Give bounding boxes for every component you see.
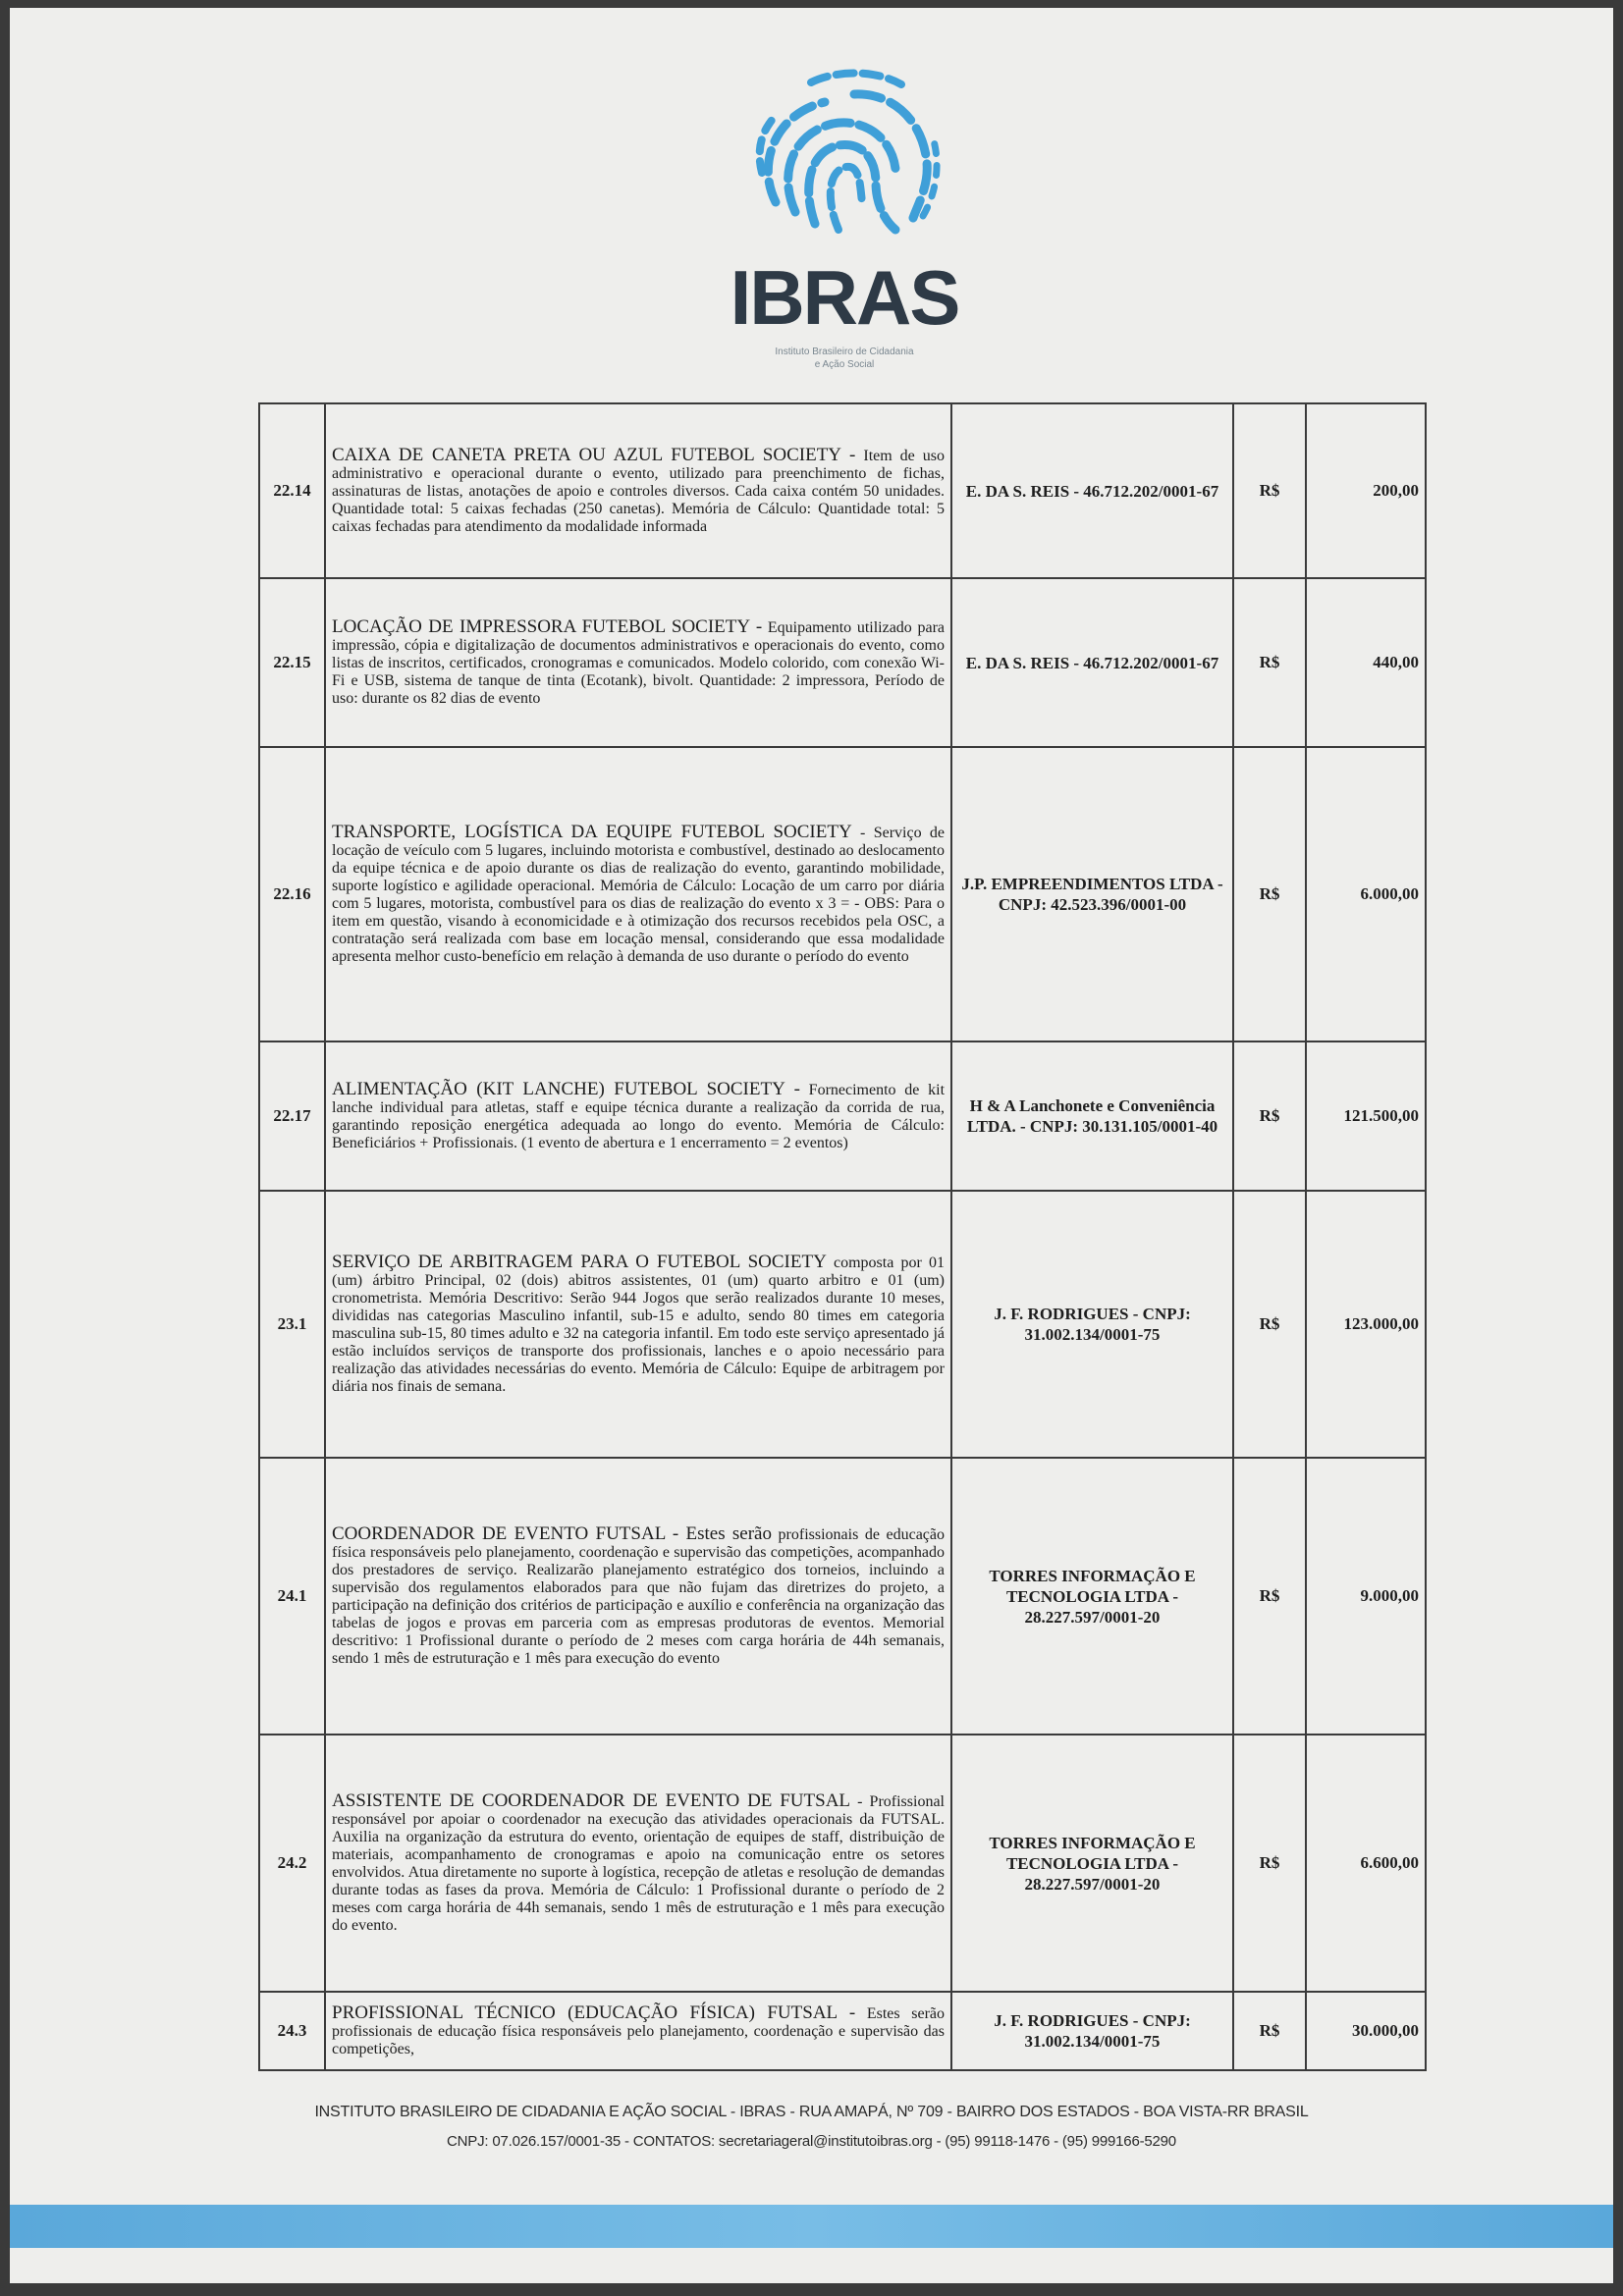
item-body: - Serviço de locação de veículo com 5 lugares, incluindo motorista e combustível, destinado ao deslocamento da equipe técnica e de apoio durante os dias de realização do evento, garantindo mobilidade, suporte logístico e agilidade operacional. Memória de Cálculo: Locação de um carro por diária com 5 lugares, motorista, combustível para os dias de realização do evento x 3 = - OBS: Para o item em questão, visando à economicidade e à otimização dos recursos recebidos pela OSC, a contratação será realizada com base em locação mensal, considerando que essa modalidade apresenta melhor custo-benefício em relação à demanda de uso durante o período do evento [332,824,946,965]
item-title: ALIMENTAÇÃO (KIT LANCHE) FUTEBOL SOCIETY - [332,1078,800,1099]
item-description [325,747,951,1041]
item-title: ASSISTENTE DE COORDENADOR DE EVENTO DE FUTSAL [332,1789,851,1811]
table-row [259,747,1426,1041]
item-title: SERVIÇO DE ARBITRAGEM PARA O FUTEBOL SOCIETY [332,1251,827,1272]
item-number: 22.14 [259,403,325,578]
footer-address: INSTITUTO BRASILEIRO DE CIDADANIA E AÇÃO SOCIAL - IBRAS - RUA AMAPÁ, Nº 709 - BAIRRO DOS ESTADOS - BOA VISTA-RR BRASIL [314,2104,1309,2120]
item-currency: R$ [1233,1458,1306,1735]
item-description [325,1735,951,1992]
item-title: LOCAÇÃO DE IMPRESSORA FUTEBOL SOCIETY - [332,615,763,637]
item-description [325,1191,951,1458]
item-amount: 9.000,00 [1306,1458,1426,1735]
table-row [259,1041,1426,1191]
item-supplier: TORRES INFORMAÇÃO E TECNOLOGIA LTDA - 28.227.597/0001-20 [951,1735,1233,1992]
item-body: - Profissional responsável por apoiar o coordenador na execução das atividades operacionais da FUTSAL. Auxilia na organização da estrutura do evento, orientação de equipes de staff, distribuição de materiais, acompanhamento de cronogramas e apoio na comunicação entre os setores envolvidos. Atua diretamente no suporte à logística, recepção de atletas e resolução de demandas durante todas as fases da prova. Memória de Cálculo: 1 Profissional durante o período de 2 meses com carga horária de 44h semanais, sendo 1 mês de estruturação e 1 mês para execução do evento. [332,1792,945,1934]
item-currency: R$ [1233,1735,1306,1992]
table-row [259,1992,1426,2070]
item-amount: 6.600,00 [1306,1735,1426,1992]
budget-items-table [258,402,1427,2071]
item-body: Item de uso administrativo e operacional durante o evento, utilizado para preenchimento de fichas, assinaturas de listas, anotações de apoio e controles diversos. Cada caixa contém 50 unidades. Quantidade total: 5 caixas fechadas (250 canetas). Memória de Cálculo: Quantidade total: 5 caixas fechadas para atendimento da modalidade informada [332,447,945,535]
item-title: TRANSPORTE, LOGÍSTICA DA EQUIPE FUTEBOL SOCIETY [332,821,852,842]
item-title: COORDENADOR DE EVENTO FUTSAL - Estes serão [332,1522,772,1544]
table-row [259,578,1426,747]
item-amount: 440,00 [1306,578,1426,747]
bottom-decorative-bar [10,2205,1613,2248]
logo-wordmark: IBRAS [730,254,959,341]
item-supplier: TORRES INFORMAÇÃO E TECNOLOGIA LTDA - 28.227.597/0001-20 [951,1458,1233,1735]
fingerprint-icon [717,55,972,261]
logo-tagline-line2: e Ação Social [814,359,875,370]
item-description [325,1992,951,2070]
item-currency: R$ [1233,1041,1306,1191]
item-description [325,578,951,747]
item-title: CAIXA DE CANETA PRETA OU AZUL FUTEBOL SOCIETY - [332,444,856,465]
item-description [325,1041,951,1191]
item-number: 22.15 [259,578,325,747]
item-supplier: J. F. RODRIGUES - CNPJ: 31.002.134/0001-75 [951,1191,1233,1458]
document-page [10,8,1613,2283]
item-supplier: J.P. EMPREENDIMENTOS LTDA - CNPJ: 42.523.396/0001-00 [951,747,1233,1041]
item-body: Equipamento utilizado para impressão, cópia e digitalização de documentos administrativos e operacionais do evento, como listas de inscritos, certificados, cronogramas e comunicados. Modelo colorido, com conexão Wi-Fi e USB, sistema de tanque de tinta (Ecotank), bivolt. Quantidade: 2 impressora, Período de uso: durante os 82 dias de evento [332,618,946,707]
item-number: 24.2 [259,1735,325,1992]
item-currency: R$ [1233,1992,1306,2070]
item-currency: R$ [1233,1191,1306,1458]
table-row [259,1735,1426,1992]
footer-contacts: CNPJ: 07.026.157/0001-35 - CONTATOS: secretariageral@institutoibras.org - (95) 99118-1476 - (95) 999166-5290 [447,2133,1176,2150]
item-supplier: H & A Lanchonete e Conveniência LTDA. - CNPJ: 30.131.105/0001-40 [951,1041,1233,1191]
item-amount: 200,00 [1306,403,1426,578]
item-body: Fornecimento de kit lanche individual para atletas, staff e equipe técnica durante a realização da corrida de rua, garantindo reposição energética adequada ao longo do evento. Memória de Cálculo: Beneficiários + Profissionais. (1 evento de abertura e 1 encerramento = 2 eventos) [332,1081,946,1151]
item-supplier: E. DA S. REIS - 46.712.202/0001-67 [951,403,1233,578]
page-footer [10,2104,1613,2150]
item-number: 22.17 [259,1041,325,1191]
table-row [259,1191,1426,1458]
item-body: Estes serão profissionais de educação física responsáveis pelo planejamento, coordenação e supervisão das competições, [332,2004,946,2057]
item-amount: 6.000,00 [1306,747,1426,1041]
table-row [259,403,1426,578]
item-supplier: J. F. RODRIGUES - CNPJ: 31.002.134/0001-75 [951,1992,1233,2070]
items-table-body [259,403,1426,2070]
item-number: 24.1 [259,1458,325,1735]
logo-tagline-line1: Instituto Brasileiro de Cidadania [775,347,914,357]
item-currency: R$ [1233,403,1306,578]
item-currency: R$ [1233,747,1306,1041]
item-number: 24.3 [259,1992,325,2070]
item-body: profissionais de educação física responsáveis pelo planejamento, coordenação e supervisão das competições, acompanhado dos prestadores de serviço. Realizarão planejamento estratégico dos torneios, incluindo a supervisão dos regulamentos elaborados para que não fujam das diretrizes do projeto, a participação na definição dos critérios de participação e auxílio e conferência na organização das tabelas de jogos e provas em parceria com as empresas produtoras de eventos. Memorial descritivo: 1 Profissional durante o período de 2 meses com carga horária de 44h semanais, sendo 1 mês de estruturação e 1 mês para execução do evento [332,1525,945,1667]
item-body: composta por 01 (um) árbitro Principal, 02 (dois) abitros assistentes, 01 (um) quarto arbitro e 01 (um) cronometrista. Memória Descritivo: Serão 944 Jogos que serão realizados durante 10 meses, divididas nas categorias Masculino infantil, sub-15 e adulto, sendo 80 times em categoria masculina sub-15, 80 times adulto e 32 na categoria infantil. Em todo este serviço apresentado já estão incluídos serviços de transporte dos profissionais, lanches e o apoio necessário para realização das atividades necessárias do evento. Memória de Cálculo: Equipe de arbitragem por diária nos finais de semana. [332,1254,945,1395]
item-description [325,403,951,578]
item-supplier: E. DA S. REIS - 46.712.202/0001-67 [951,578,1233,747]
item-title: PROFISSIONAL TÉCNICO (EDUCAÇÃO FÍSICA) FUTSAL - [332,2002,856,2023]
item-description [325,1458,951,1735]
item-currency: R$ [1233,578,1306,747]
item-amount: 30.000,00 [1306,1992,1426,2070]
logo-tagline [717,346,972,371]
ibras-logo [717,55,972,389]
table-row [259,1458,1426,1735]
item-number: 23.1 [259,1191,325,1458]
item-number: 22.16 [259,747,325,1041]
item-amount: 123.000,00 [1306,1191,1426,1458]
item-amount: 121.500,00 [1306,1041,1426,1191]
